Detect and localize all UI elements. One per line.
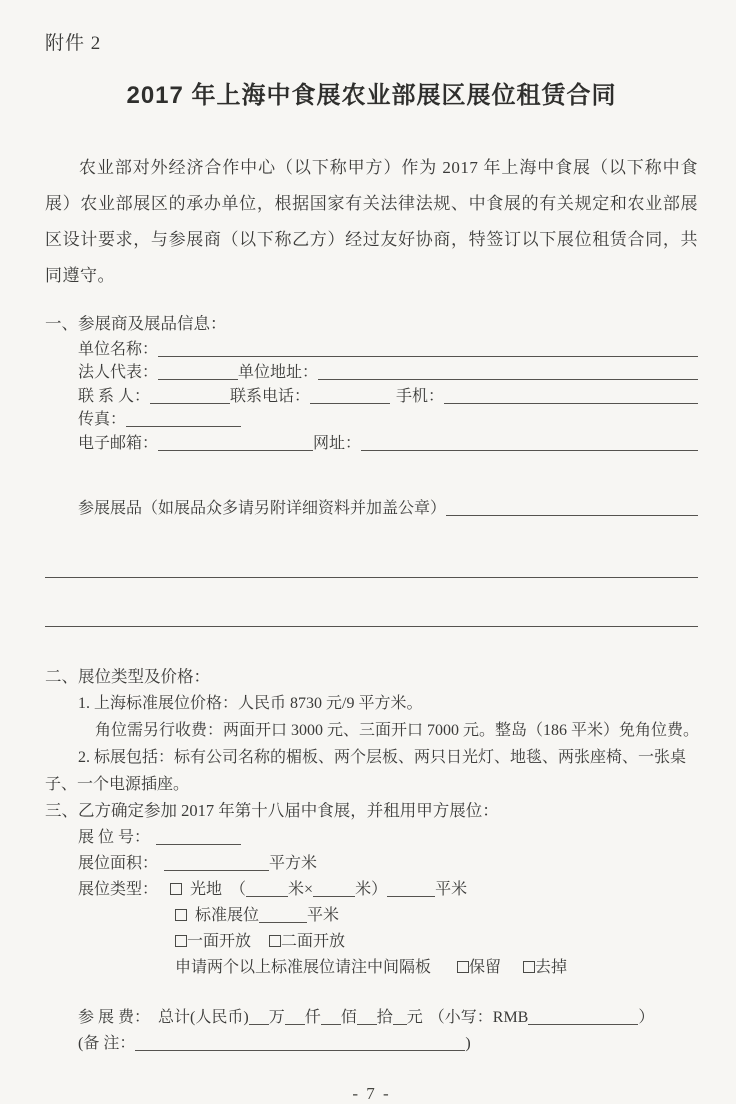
attachment-label: 附件 2: [45, 33, 102, 54]
raw-space-area-field[interactable]: [387, 896, 435, 897]
exhibits-field[interactable]: [446, 515, 698, 516]
fax-label: 传真：: [78, 411, 127, 428]
exhibits-field-line-3[interactable]: [45, 626, 698, 627]
booth-area-label: 展位面积：: [78, 854, 159, 872]
exhibits-continuation-line-2: [45, 603, 698, 627]
row-email-website: [78, 430, 698, 454]
legal-rep-field[interactable]: [158, 379, 238, 380]
row-remark: [45, 1030, 698, 1056]
raw-space-label: 光地: [190, 880, 223, 898]
fee-wan-field[interactable]: [249, 1024, 269, 1025]
fee-yuan-field[interactable]: [393, 1024, 407, 1025]
open-one-side-checkbox[interactable]: [175, 935, 187, 947]
standard-includes-line-2: 子、一个电源插座。: [45, 775, 190, 793]
partition-keep-checkbox[interactable]: [457, 961, 469, 973]
booth-type-label: 展位类型：: [78, 880, 159, 898]
booth-area-unit: 平方米: [269, 854, 318, 872]
raw-space-width-field[interactable]: [246, 896, 288, 897]
partition-keep-label: 保留: [469, 958, 502, 976]
booth-number-field[interactable]: [156, 844, 241, 845]
row-contact: [78, 383, 698, 407]
contact-person-label: 联 系 人：: [78, 387, 151, 405]
partition-remove-label: 去掉: [535, 958, 568, 976]
fee-total-prefix: 总计(人民币): [158, 1008, 249, 1026]
raw-space-unit: 平米: [435, 880, 468, 898]
company-address-field[interactable]: [318, 379, 698, 380]
contact-person-field[interactable]: [150, 403, 230, 404]
corner-fee-line: 角位需另行收费：两面开口 3000 元、三面开口 7000 元。整岛（186 平米）免角位费。: [95, 721, 700, 739]
legal-rep-label: 法人代表：: [78, 364, 159, 381]
row-booth-number: [45, 824, 698, 850]
fee-label: 参 展 费：: [78, 1008, 151, 1026]
section-three: [45, 798, 698, 980]
intro-paragraph: 农业部对外经济合作中心（以下称甲方）作为 2017 年上海中食展（以下称中食展）农业部展区的承办单位，根据国家有关法律法规、中食展的有关规定和农业部展区设计要求，与参展商（以下称乙方）经过友好协商，特签订以下展位租赁合同，共同遵守。: [45, 158, 698, 285]
row-partition: [45, 954, 698, 980]
standard-booth-label: 标准展位: [195, 906, 260, 924]
contact-phone-label: 联系电话：: [230, 387, 311, 405]
row-fax: [78, 406, 698, 430]
partition-note: 申请两个以上标准展位请注中间隔板: [175, 958, 432, 976]
row-booth-area: [45, 850, 698, 876]
fee-shi-field[interactable]: [357, 1024, 377, 1025]
website-field[interactable]: [361, 450, 698, 451]
fee-rmb-field[interactable]: [528, 1024, 638, 1025]
remark-open-label: (备 注：: [78, 1034, 136, 1052]
fee-bai-unit: 佰: [340, 1008, 357, 1026]
raw-space-paren-open: （: [230, 880, 247, 898]
raw-space-depth-field[interactable]: [313, 896, 355, 897]
row-company-name: [78, 336, 698, 360]
row-booth-type-standard: [45, 902, 698, 928]
company-name-field[interactable]: [158, 356, 698, 357]
fee-qian-field[interactable]: [285, 1024, 305, 1025]
standard-includes-line-1: 2. 标展包括：标有公司名称的楣板、两个层板、两只日光灯、地毯、两张座椅、一张桌: [78, 748, 687, 766]
row-exhibits: [78, 495, 698, 519]
exhibits-field-line-2[interactable]: [45, 577, 698, 578]
open-two-sides-label: 二面开放: [281, 932, 346, 950]
contact-phone-field[interactable]: [310, 403, 390, 404]
raw-space-paren-close: 米）: [355, 880, 388, 898]
mobile-field[interactable]: [444, 403, 698, 404]
fee-wan-unit: 万: [268, 1008, 285, 1026]
raw-space-checkbox[interactable]: [170, 883, 182, 895]
company-address-label: 单位地址：: [238, 364, 319, 381]
booth-area-field[interactable]: [164, 870, 269, 871]
open-one-side-label: 一面开放: [187, 932, 252, 950]
raw-space-times-label: 米×: [288, 880, 314, 898]
section-three-heading: 三、乙方确定参加 2017 年第十八届中食展，并租用甲方展位：: [45, 800, 499, 820]
open-two-sides-checkbox[interactable]: [269, 935, 281, 947]
company-name-label: 单位名称：: [78, 340, 159, 358]
fee-section: [45, 1004, 698, 1056]
email-field[interactable]: [158, 450, 313, 451]
exhibits-continuation-line-1: [45, 555, 698, 579]
mobile-label: 手机：: [396, 387, 445, 405]
fee-yuan-unit: 元: [406, 1008, 423, 1026]
website-label: 网址：: [313, 434, 362, 452]
standard-booth-unit: 平米: [307, 906, 340, 924]
row-booth-type-raw-space: [45, 876, 698, 902]
page-number: - 7 -: [352, 1083, 391, 1103]
booth-number-label: 展 位 号：: [78, 828, 151, 846]
row-fee: [45, 1004, 698, 1030]
row-open-sides: [45, 928, 698, 954]
remark-field[interactable]: [135, 1050, 465, 1051]
section-one-heading: 一、参展商及展品信息：: [45, 314, 227, 333]
partition-remove-checkbox[interactable]: [523, 961, 535, 973]
document-title: 2017 年上海中食展农业部展区展位租赁合同: [126, 82, 617, 109]
fee-qian-unit: 仟: [304, 1008, 321, 1026]
remark-close-label: ): [465, 1034, 471, 1052]
email-label: 电子邮箱：: [78, 434, 159, 452]
row-legal-rep-address: [78, 359, 698, 383]
fee-small-close: ）: [638, 1008, 655, 1026]
fax-field[interactable]: [126, 426, 241, 427]
section-one-body: [45, 336, 698, 519]
standard-price-line: 1. 上海标准展位价格：人民币 8730 元/9 平方米。: [78, 694, 423, 712]
fee-bai-field[interactable]: [321, 1024, 341, 1025]
fee-small-prefix: （小写：RMB: [428, 1008, 529, 1026]
exhibits-label: 参展展品（如展品众多请另附详细资料并加盖公章）: [78, 500, 447, 517]
standard-booth-area-field[interactable]: [259, 922, 307, 923]
section-two-heading: 二、展位类型及价格：: [45, 666, 210, 686]
standard-booth-checkbox[interactable]: [175, 909, 187, 921]
fee-shi-unit: 拾: [376, 1008, 393, 1026]
